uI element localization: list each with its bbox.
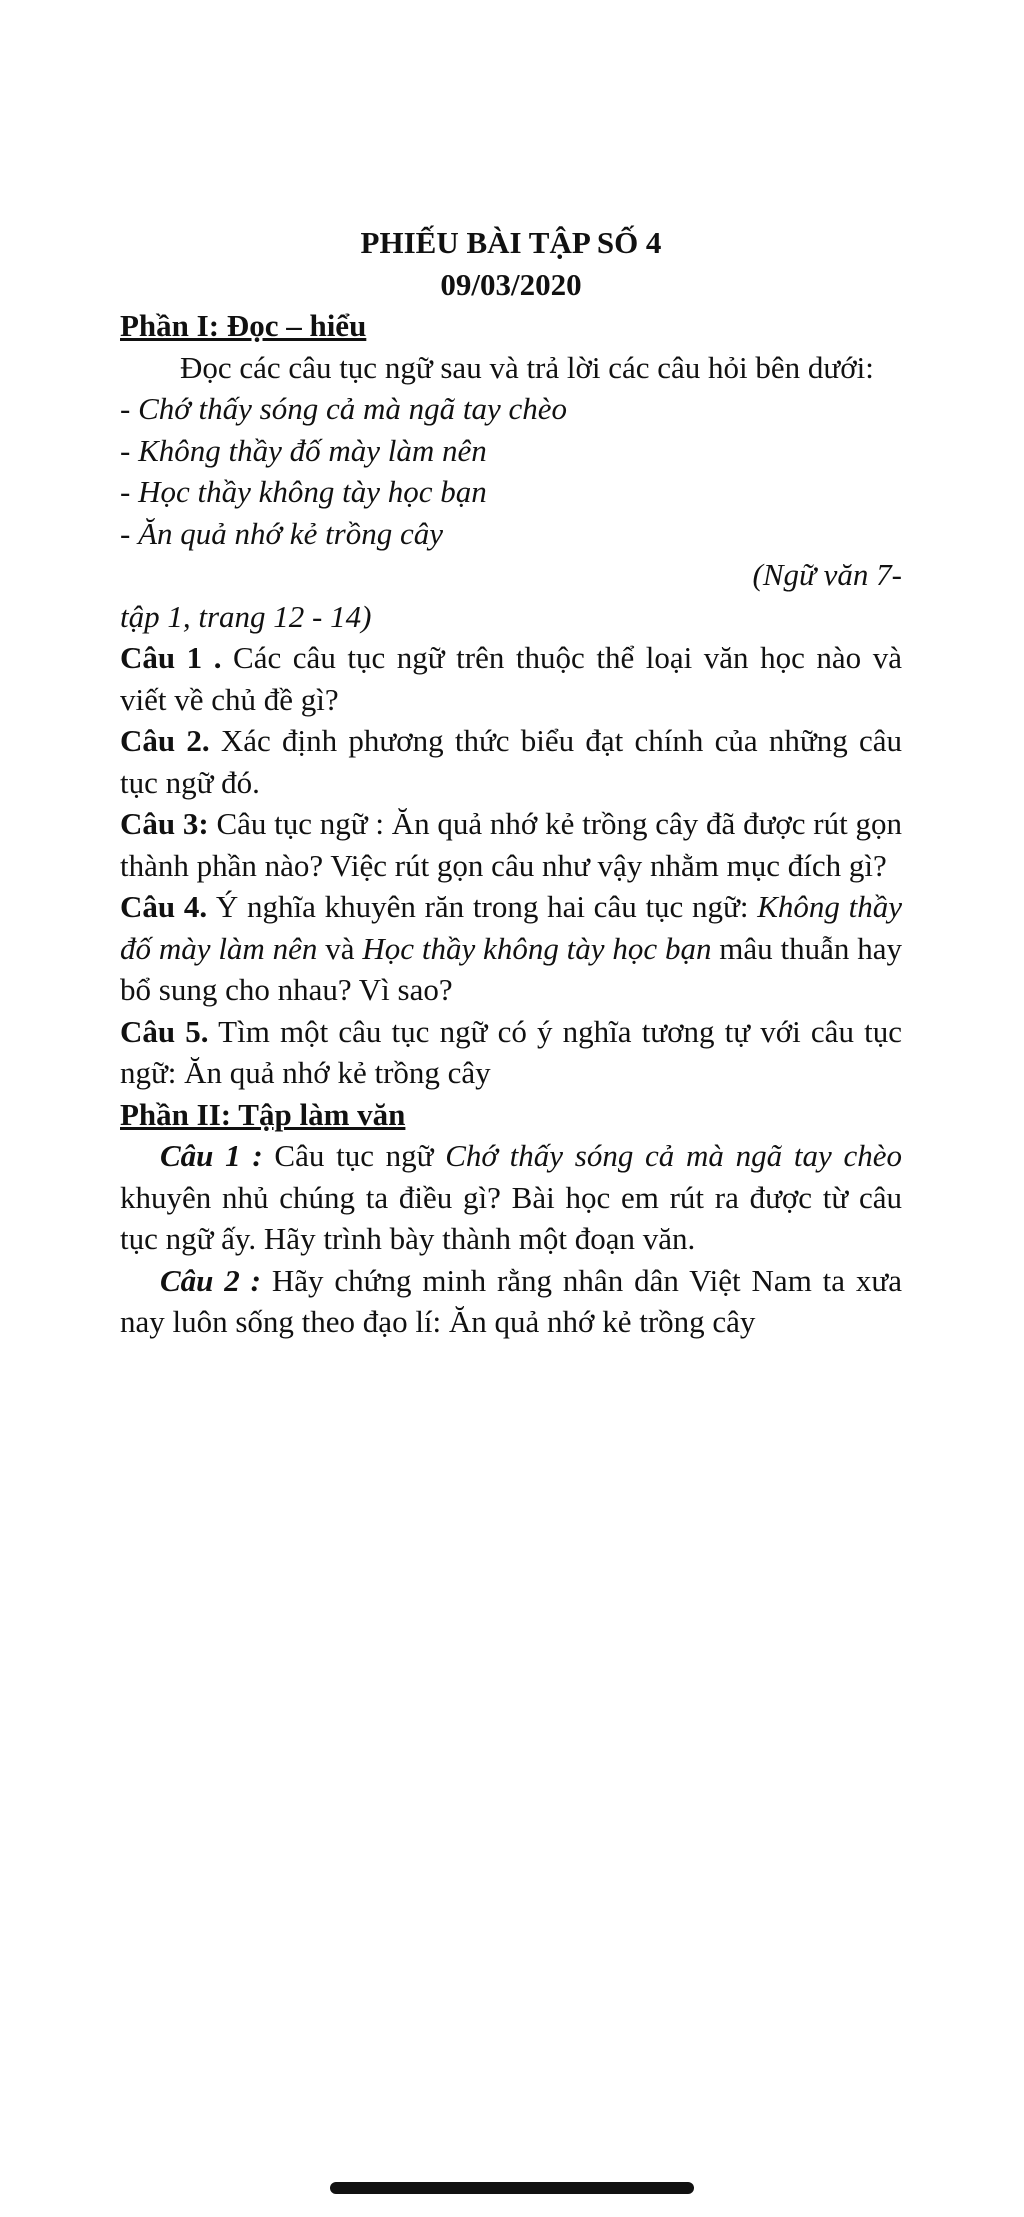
question-label: Câu 1 : bbox=[160, 1138, 263, 1173]
question-text: khuyên nhủ chúng ta điều gì? Bài học em rút ra được từ câu tục ngữ ấy. Hãy trình bày thành một đoạn văn. bbox=[120, 1179, 902, 1256]
question-3 bbox=[120, 803, 902, 886]
worksheet-title: PHIẾU BÀI TẬP SỐ 4 bbox=[360, 225, 662, 260]
question-4 bbox=[120, 886, 902, 1011]
question-text: Ý nghĩa khuyên răn trong hai câu tục ngữ: bbox=[207, 889, 758, 924]
question-label: Câu 3: bbox=[120, 806, 209, 841]
question-text: Câu tục ngữ bbox=[262, 1138, 446, 1173]
question-label: Câu 5. bbox=[120, 1013, 209, 1049]
question-label: Câu 2 : bbox=[160, 1262, 262, 1298]
quoted-proverb: Không thầy đố mày làm nên bbox=[120, 889, 902, 966]
quoted-proverb: Chớ thấy sóng cả mà ngã tay chèo bbox=[445, 1138, 902, 1173]
question-text: Xác định phương thức biểu đạt chính của những câu tục ngữ đó. bbox=[120, 723, 902, 800]
question-text: Tìm một câu tục ngữ có ý nghĩa tương tự với câu tục ngữ: Ăn quả nhớ kẻ trồng cây bbox=[120, 1013, 902, 1090]
part1-intro: Đọc các câu tục ngữ sau và trả lời các câu hỏi bên dưới: bbox=[180, 349, 874, 385]
part1-heading: Phần I: Đọc – hiểu bbox=[120, 308, 367, 343]
proverb-item: - Học thầy không tày học bạn bbox=[120, 474, 487, 509]
home-indicator[interactable] bbox=[330, 2182, 694, 2194]
essay-question-1 bbox=[120, 1135, 902, 1260]
question-label: Câu 4. bbox=[120, 889, 208, 924]
essay-question-2 bbox=[120, 1260, 902, 1343]
worksheet-date: 09/03/2020 bbox=[440, 266, 582, 302]
quoted-proverb: Học thầy không tày học bạn bbox=[362, 930, 712, 966]
proverb-item: - Ăn quả nhớ kẻ trồng cây bbox=[120, 515, 444, 551]
worksheet bbox=[120, 222, 902, 1343]
question-5 bbox=[120, 1011, 902, 1094]
part2-heading: Phần II: Tập làm văn bbox=[120, 1096, 406, 1132]
proverb-item: - Không thầy đố mày làm nên bbox=[120, 432, 487, 468]
proverb-item: - Chớ thấy sóng cả mà ngã tay chèo bbox=[120, 391, 568, 426]
question-1 bbox=[120, 637, 902, 720]
question-2 bbox=[120, 720, 902, 803]
source-citation-line1: (Ngữ văn 7- bbox=[752, 557, 902, 592]
question-label: Câu 2. bbox=[120, 723, 210, 758]
question-text: mâu thuẫn hay bổ sung cho nhau? Vì sao? bbox=[120, 930, 902, 1007]
question-text: Câu tục ngữ : Ăn quả nhớ kẻ trồng cây đã được rút gọn thành phần nào? Việc rút gọn câu như vậy nhằm mục đích gì? bbox=[120, 806, 902, 883]
source-citation-line2: tập 1, trang 12 - 14) bbox=[120, 598, 372, 634]
question-text: và bbox=[317, 930, 363, 966]
question-text: Các câu tục ngữ trên thuộc thể loại văn học nào và viết về chủ đề gì? bbox=[120, 640, 902, 717]
question-label: Câu 1 . bbox=[120, 640, 222, 675]
question-text: Hãy chứng minh rằng nhân dân Việt Nam ta xưa nay luôn sống theo đạo lí: Ăn quả nhớ kẻ trồng cây bbox=[120, 1262, 902, 1339]
